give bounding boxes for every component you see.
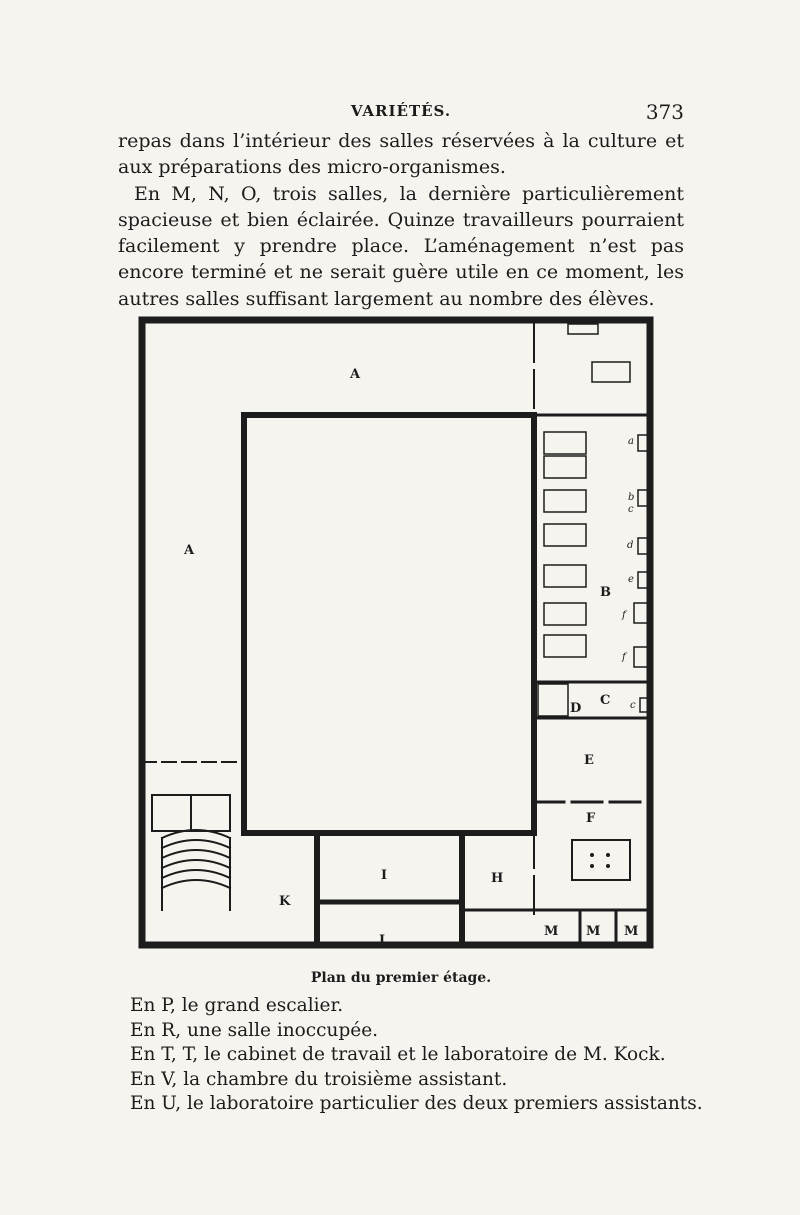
stair-steps [162, 830, 230, 888]
paragraph-rooms-mno: En M, N, O, trois salles, la dernière particulièrement spacieuse et bien éclairée. Quinze travailleurs pourraient facilement y prendre place. L’aménagement n’est pas encore terminé et ne serait guère utile en ce moment, les autres salles suffisant largement au nombre des élèves. [118, 182, 684, 310]
bench-top [592, 362, 630, 382]
room-a-left: A [184, 543, 195, 558]
room-d-outline [538, 684, 568, 716]
room-m-2: M [586, 924, 601, 939]
room-i: I [381, 868, 388, 883]
legend-item: En R, une salle inoccupée. [130, 1019, 379, 1041]
room-f: F [586, 811, 596, 826]
room-k: K [279, 894, 291, 909]
room-m-1: M [544, 924, 559, 939]
room-e: E [584, 753, 594, 768]
page-header [118, 100, 684, 124]
fixture-b: b [628, 492, 635, 503]
floor-plan-drawing [132, 310, 662, 962]
legend-item: En U, le laboratoire particulier des deux premiers assistants. [130, 1093, 703, 1114]
body-text [118, 128, 684, 312]
room-d: D [570, 701, 582, 716]
table-f [572, 840, 630, 880]
legend [130, 994, 703, 1117]
room-l: L [379, 933, 389, 948]
room-h: H [491, 871, 504, 886]
running-title: VARIÉTÉS. [350, 102, 452, 120]
figure-caption: Plan du premier étage. [310, 970, 492, 986]
fixture-c-2: c [630, 700, 636, 711]
room-m-3: M [624, 924, 639, 939]
fixture-f-1: f [622, 610, 626, 621]
legend-item: En P, le grand escalier. [130, 995, 344, 1016]
floor-plan [132, 310, 662, 962]
fixture-d: d [627, 540, 634, 551]
room-il-wall [317, 833, 462, 945]
legend-item: En V, la chambre du troisième assistant. [130, 1068, 508, 1090]
fixture-e: e [628, 574, 634, 585]
room-c: C [600, 693, 611, 708]
page-number: 373 [645, 100, 684, 124]
fixture-f-2: f [622, 652, 626, 663]
fixture-c: c [628, 504, 634, 515]
paragraph-continuation: repas dans l’intérieur des salles réservées à la culture et aux préparations des micro-organismes. [118, 130, 684, 179]
room-b: B [600, 585, 611, 600]
legend-item: En T, T, le cabinet de travail et le laboratoire de M. Kock. [130, 1044, 666, 1065]
fixture-a: a [628, 436, 634, 447]
courtyard-wall [244, 415, 534, 833]
room-a-top: A [350, 367, 361, 382]
